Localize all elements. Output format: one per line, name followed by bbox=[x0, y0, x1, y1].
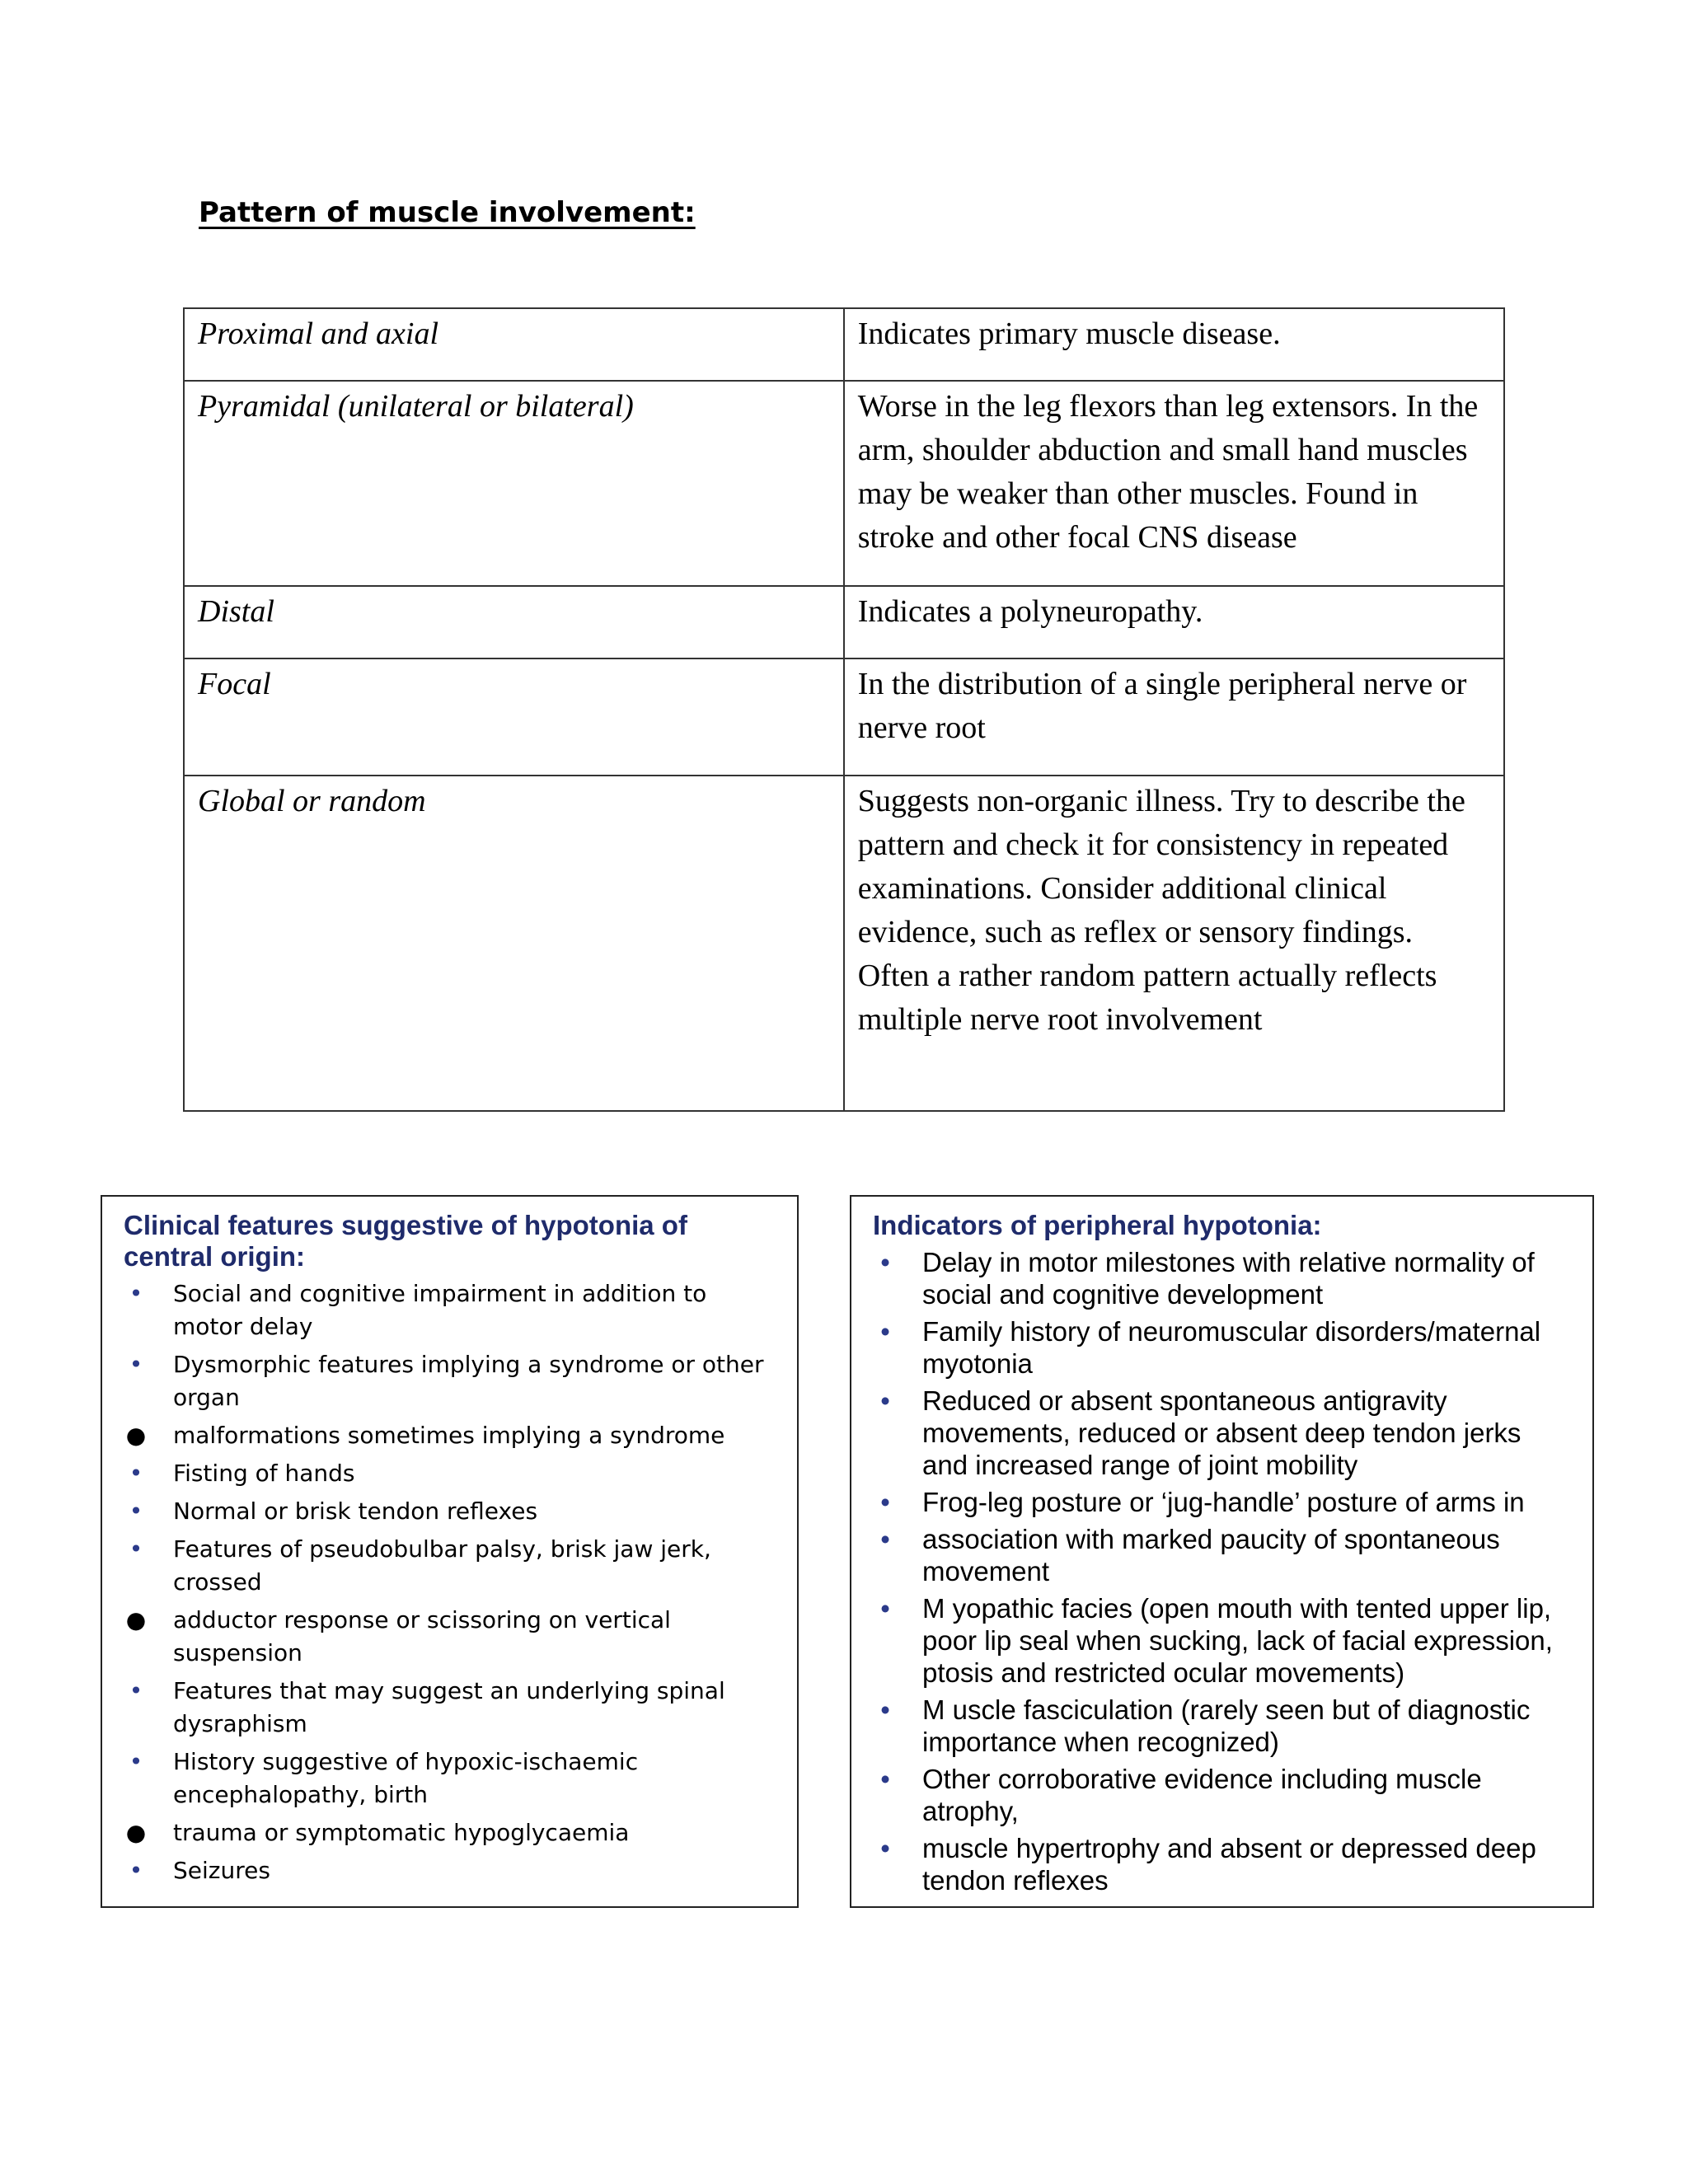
list-item bbox=[124, 1419, 777, 1452]
list-item bbox=[124, 1457, 777, 1490]
list-item-text: Dysmorphic features implying a syndrome or other organ bbox=[173, 1351, 764, 1411]
bullet-icon: ● bbox=[125, 1819, 147, 1846]
pattern-name: Distal bbox=[184, 586, 844, 658]
bullet-icon: • bbox=[880, 1316, 890, 1347]
list-item-text: M yopathic facies (open mouth with tented upper lip, poor lip seal when sucking, lack of facial expression, ptosis and restricted ocular movements) bbox=[922, 1593, 1553, 1688]
list-item bbox=[124, 1277, 777, 1343]
pattern-description: Worse in the leg flexors than leg extensors. In the arm, shoulder abduction and small hand muscles may be weaker than other muscles. Found in stroke and other focal CNS disease bbox=[844, 381, 1504, 586]
pattern-description: In the distribution of a single peripheral nerve or nerve root bbox=[844, 658, 1504, 776]
list-item-text: association with marked paucity of spontaneous movement bbox=[922, 1524, 1500, 1586]
list-item-text: Normal or brisk tendon reflexes bbox=[173, 1497, 538, 1525]
bullet-icon: • bbox=[129, 1280, 143, 1307]
peripheral-hypotonia-title: Indicators of peripheral hypotonia: bbox=[873, 1210, 1322, 1240]
list-item bbox=[124, 1816, 777, 1849]
page-heading: Pattern of muscle involvement: bbox=[199, 196, 696, 229]
peripheral-hypotonia-box bbox=[850, 1195, 1594, 1908]
list-item-text: muscle hypertrophy and absent or depressed deep tendon reflexes bbox=[922, 1833, 1536, 1896]
list-item-text: Other corroborative evidence including muscle atrophy, bbox=[922, 1764, 1482, 1826]
list-item-text: M uscle fasciculation (rarely seen but of diagnostic importance when recognized) bbox=[922, 1694, 1531, 1757]
list-item bbox=[873, 1832, 1569, 1896]
bullet-icon: • bbox=[129, 1497, 143, 1525]
table-row bbox=[184, 776, 1504, 1111]
list-item bbox=[873, 1486, 1569, 1518]
bullet-icon: • bbox=[880, 1247, 890, 1277]
list-item bbox=[873, 1385, 1569, 1481]
list-item-text: Social and cognitive impairment in addition to motor delay bbox=[173, 1280, 707, 1340]
table-row bbox=[184, 586, 1504, 658]
list-item-text: adductor response or scissoring on vertical suspension bbox=[173, 1606, 671, 1666]
list-item bbox=[873, 1315, 1569, 1380]
list-item bbox=[873, 1763, 1569, 1827]
list-item bbox=[873, 1694, 1569, 1758]
list-item bbox=[124, 1348, 777, 1414]
list-item bbox=[124, 1746, 777, 1811]
pattern-name: Focal bbox=[184, 658, 844, 776]
bullet-icon: • bbox=[129, 1535, 143, 1563]
list-item bbox=[124, 1854, 777, 1887]
peripheral-hypotonia-list bbox=[873, 1246, 1569, 1896]
bullet-icon: • bbox=[880, 1487, 890, 1517]
table-row bbox=[184, 308, 1504, 381]
bullet-icon: • bbox=[129, 1857, 143, 1884]
pattern-name: Pyramidal (unilateral or bilateral) bbox=[184, 381, 844, 586]
list-item-text: trauma or symptomatic hypoglycaemia bbox=[173, 1819, 630, 1846]
list-item bbox=[124, 1495, 777, 1528]
list-item-text: Delay in motor milestones with relative normality of social and cognitive development bbox=[922, 1247, 1535, 1310]
pattern-name: Global or random bbox=[184, 776, 844, 1111]
central-hypotonia-title: Clinical features suggestive of hypotonia of central origin: bbox=[124, 1210, 687, 1272]
muscle-pattern-table bbox=[183, 307, 1505, 1112]
bullet-icon: • bbox=[880, 1524, 890, 1554]
pattern-description: Indicates a polyneuropathy. bbox=[844, 586, 1504, 658]
bullet-icon: • bbox=[880, 1593, 890, 1624]
list-item-text: Frog-leg posture or ‘jug-handle’ posture of arms in bbox=[922, 1487, 1525, 1517]
list-item bbox=[124, 1604, 777, 1670]
list-item-text: Fisting of hands bbox=[173, 1460, 355, 1487]
bullet-icon: • bbox=[880, 1694, 890, 1725]
table-row bbox=[184, 658, 1504, 776]
pattern-description: Indicates primary muscle disease. bbox=[844, 308, 1504, 381]
bullet-icon: ● bbox=[125, 1606, 147, 1633]
bullet-icon: • bbox=[880, 1385, 890, 1416]
central-hypotonia-box bbox=[101, 1195, 799, 1908]
bullet-icon: ● bbox=[125, 1422, 147, 1449]
list-item bbox=[124, 1675, 777, 1741]
central-hypotonia-list bbox=[124, 1277, 777, 1887]
list-item bbox=[873, 1523, 1569, 1587]
list-item-text: malformations sometimes implying a syndrome bbox=[173, 1422, 725, 1449]
list-item bbox=[873, 1246, 1569, 1310]
table-row bbox=[184, 381, 1504, 586]
bullet-icon: • bbox=[880, 1833, 890, 1863]
bullet-icon: • bbox=[129, 1460, 143, 1487]
bullet-icon: • bbox=[129, 1748, 143, 1775]
list-item-text: History suggestive of hypoxic-ischaemic encephalopathy, birth bbox=[173, 1748, 639, 1808]
bullet-icon: • bbox=[129, 1351, 143, 1378]
pattern-description: Suggests non-organic illness. Try to describe the pattern and check it for consistency in repeated examinations. Consider additional clinical evidence, such as reflex or sensory findings. Often a rather random pattern actually reflects multiple nerve root involvement bbox=[844, 776, 1504, 1111]
list-item bbox=[873, 1592, 1569, 1689]
list-item-text: Family history of neuromuscular disorders/maternal myotonia bbox=[922, 1316, 1541, 1379]
list-item-text: Features that may suggest an underlying spinal dysraphism bbox=[173, 1677, 725, 1737]
bullet-icon: • bbox=[880, 1764, 890, 1794]
list-item bbox=[124, 1533, 777, 1599]
list-item-text: Seizures bbox=[173, 1857, 270, 1884]
list-item-text: Features of pseudobulbar palsy, brisk jaw jerk, crossed bbox=[173, 1535, 711, 1596]
pattern-name: Proximal and axial bbox=[184, 308, 844, 381]
list-item-text: Reduced or absent spontaneous antigravity movements, reduced or absent deep tendon jerks and increased range of joint mobility bbox=[922, 1385, 1522, 1480]
bullet-icon: • bbox=[129, 1677, 143, 1704]
